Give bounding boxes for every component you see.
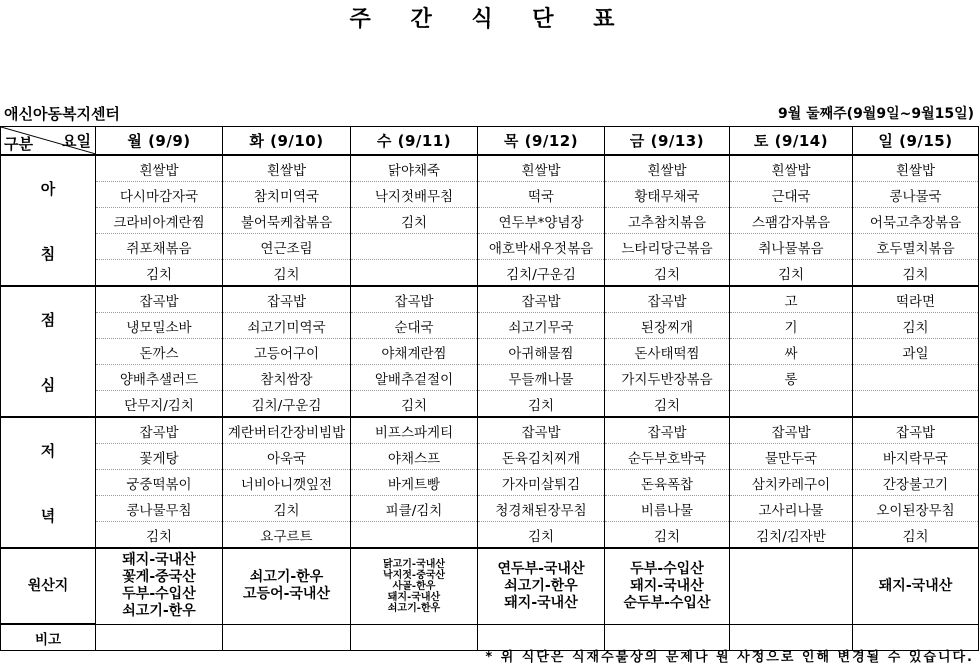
menu-item: 비름나물 <box>605 496 730 522</box>
day-header: 수 (9/11) <box>351 127 478 156</box>
menu-item: 잡곡밥 <box>478 417 605 444</box>
menu-item: 김치/김자반 <box>730 522 853 549</box>
meal-row <box>1 417 979 444</box>
origin-line: 낙지젓-중국산 <box>382 569 446 581</box>
meal-row <box>1 470 979 496</box>
menu-item: 떡라면 <box>853 286 979 313</box>
origin-cell <box>223 548 351 624</box>
menu-item: 가지두반장볶음 <box>605 365 730 391</box>
meal-label <box>1 155 96 286</box>
menu-item: 돈육폭찹 <box>605 470 730 496</box>
header-row <box>1 127 979 156</box>
meal-row <box>1 365 979 391</box>
menu-item: 흰쌀밥 <box>853 155 979 182</box>
origin-line: 닭고기-국내산 <box>382 558 446 570</box>
menu-item: 취나물볶음 <box>730 234 853 260</box>
menu-item: 잡곡밥 <box>605 286 730 313</box>
origin-line: 두부-수입산 <box>122 586 196 603</box>
menu-item: 쥐포채볶음 <box>96 234 223 260</box>
menu-item: 계란버터간장비빔밥 <box>223 417 351 444</box>
footer-note: * 위 식단은 식재수불상의 문제나 원 사정으로 인해 변경될 수 있습니다. <box>485 650 974 665</box>
meal-row <box>1 313 979 339</box>
menu-item: 비프스파게티 <box>351 417 478 444</box>
menu-item: 돈까스 <box>96 339 223 365</box>
origin-line: 사골-한우 <box>392 580 436 592</box>
menu-item <box>351 522 478 549</box>
menu-item: 떡국 <box>478 182 605 208</box>
meal-row <box>1 155 979 182</box>
origin-line: 돼지-국내산 <box>504 594 578 611</box>
menu-item: 흰쌀밥 <box>730 155 853 182</box>
origin-line: 돼지-국내산 <box>630 577 704 594</box>
menu-item: 돈사태떡찜 <box>605 339 730 365</box>
meal-label-char: 저 <box>40 441 56 460</box>
menu-item: 다시마감자국 <box>96 182 223 208</box>
meal-row <box>1 234 979 260</box>
origin-cell <box>853 548 979 624</box>
menu-item: 크라비아계란찜 <box>96 208 223 234</box>
meal-row <box>1 391 979 418</box>
day-header: 금 (9/13) <box>605 127 730 156</box>
meal-row <box>1 208 979 234</box>
menu-item: 궁중떡볶이 <box>96 470 223 496</box>
meal-row <box>1 339 979 365</box>
origin-line: 돼지-국내산 <box>387 591 441 603</box>
menu-item: 잡곡밥 <box>730 417 853 444</box>
menu-item: 김치 <box>605 391 730 418</box>
day-header: 토 (9/14) <box>730 127 853 156</box>
origin-line: 연두부-국내산 <box>497 560 585 577</box>
menu-item: 청경채된장무침 <box>478 496 605 522</box>
meal-row <box>1 182 979 208</box>
menu-item: 야채계란찜 <box>351 339 478 365</box>
meal-label <box>1 417 96 548</box>
menu-item: 고사리나물 <box>730 496 853 522</box>
origin-cell <box>478 548 605 624</box>
menu-item: 잡곡밥 <box>605 417 730 444</box>
menu-item: 순대국 <box>351 313 478 339</box>
menu-item: 황태무채국 <box>605 182 730 208</box>
meal-label-char: 점 <box>40 310 56 329</box>
menu-item: 물만두국 <box>730 444 853 470</box>
note-cell <box>351 624 478 651</box>
menu-item: 잡곡밥 <box>96 417 223 444</box>
origin-cell <box>730 548 853 624</box>
menu-item: 김치/구운김 <box>478 260 605 287</box>
origin-line: 돼지-국내산 <box>122 552 196 569</box>
menu-item: 냉모밀소바 <box>96 313 223 339</box>
origin-cell <box>605 548 730 624</box>
meal-label-char: 녁 <box>40 506 56 525</box>
meal-row <box>1 496 979 522</box>
menu-item: 롱 <box>730 365 853 391</box>
week-range: 9월 둘째주(9월9일~9월15일) <box>777 106 974 122</box>
menu-item: 호두멸치볶음 <box>853 234 979 260</box>
menu-item: 김치 <box>605 522 730 549</box>
origin-line: 쇠고기-한우 <box>249 569 324 586</box>
menu-item: 바게트빵 <box>351 470 478 496</box>
menu-item: 흰쌀밥 <box>96 155 223 182</box>
menu-item: 잡곡밥 <box>478 286 605 313</box>
menu-item: 콩나물국 <box>853 182 979 208</box>
menu-item: 참치쌈장 <box>223 365 351 391</box>
menu-item: 잡곡밥 <box>351 286 478 313</box>
menu-item: 김치 <box>605 260 730 287</box>
day-header: 월 (9/9) <box>96 127 223 156</box>
menu-item <box>351 260 478 287</box>
menu-item: 불어묵케찹볶음 <box>223 208 351 234</box>
origin-cell <box>351 548 478 624</box>
menu-item: 쇠고기무국 <box>478 313 605 339</box>
origin-label: 원산지 <box>1 548 96 624</box>
page-title: 주 간 식 단 표 <box>349 7 631 32</box>
meal-label-char: 심 <box>40 375 56 394</box>
meal-label-char: 아 <box>40 179 56 198</box>
menu-item: 연두부*양념장 <box>478 208 605 234</box>
menu-item: 닭야채죽 <box>351 155 478 182</box>
menu-item: 흰쌀밥 <box>478 155 605 182</box>
menu-item: 아욱국 <box>223 444 351 470</box>
menu-item: 콩나물무침 <box>96 496 223 522</box>
corner-cell <box>1 127 96 156</box>
menu-item: 알배추겉절이 <box>351 365 478 391</box>
origin-line: 쇠고기-한우 <box>122 603 196 620</box>
menu-item: 김치 <box>96 522 223 549</box>
menu-item: 과일 <box>853 339 979 365</box>
menu-item: 야채스프 <box>351 444 478 470</box>
corner-left-label: 구분 <box>4 135 33 153</box>
menu-item: 고추참치볶음 <box>605 208 730 234</box>
meal-row <box>1 260 979 287</box>
menu-item: 기 <box>730 313 853 339</box>
menu-item: 쇠고기미역국 <box>223 313 351 339</box>
menu-item: 스팸감자볶음 <box>730 208 853 234</box>
origin-line: 쇠고기-한우 <box>387 602 441 614</box>
menu-item <box>853 365 979 391</box>
menu-item: 가자미살튀김 <box>478 470 605 496</box>
menu-item: 김치 <box>853 313 979 339</box>
meal-row <box>1 444 979 470</box>
menu-item: 단무지/김치 <box>96 391 223 418</box>
note-label: 비고 <box>1 624 96 651</box>
menu-item: 고 <box>730 286 853 313</box>
menu-item: 낙지젓배무침 <box>351 182 478 208</box>
origin-line: 돼지-국내산 <box>878 577 953 594</box>
origin-line: 순두부-수입산 <box>623 594 711 611</box>
day-header: 일 (9/15) <box>853 127 979 156</box>
corner-right-label: 요일 <box>62 132 91 150</box>
menu-item: 피클/김치 <box>351 496 478 522</box>
menu-item: 김치 <box>223 496 351 522</box>
menu-item: 애호박새우젓볶음 <box>478 234 605 260</box>
meal-row <box>1 522 979 549</box>
origin-line: 두부-수입산 <box>630 560 704 577</box>
day-header: 화 (9/10) <box>223 127 351 156</box>
menu-item: 된장찌개 <box>605 313 730 339</box>
menu-item: 양배추샐러드 <box>96 365 223 391</box>
menu-table <box>0 126 979 651</box>
note-cell <box>96 624 223 651</box>
menu-item: 김치 <box>478 391 605 418</box>
menu-item: 무들깨나물 <box>478 365 605 391</box>
note-cell <box>223 624 351 651</box>
menu-item: 김치 <box>223 260 351 287</box>
menu-item: 꽃게탕 <box>96 444 223 470</box>
menu-item: 김치 <box>853 260 979 287</box>
menu-item: 김치 <box>730 260 853 287</box>
center-name: 애신아동복지센터 <box>4 105 120 123</box>
menu-item: 요구르트 <box>223 522 351 549</box>
menu-item: 어묵고추장볶음 <box>853 208 979 234</box>
menu-item: 오이된장무침 <box>853 496 979 522</box>
origin-line: 꽃게-중국산 <box>122 569 196 586</box>
menu-item: 김치 <box>351 208 478 234</box>
menu-item: 참치미역국 <box>223 182 351 208</box>
menu-item: 근대국 <box>730 182 853 208</box>
menu-item: 흰쌀밥 <box>605 155 730 182</box>
meal-row <box>1 286 979 313</box>
menu-item <box>351 234 478 260</box>
menu-item: 김치 <box>96 260 223 287</box>
menu-item: 김치/구운김 <box>223 391 351 418</box>
origin-row <box>1 548 979 624</box>
menu-item: 너비아니깻잎전 <box>223 470 351 496</box>
menu-item <box>730 391 853 418</box>
day-header: 목 (9/12) <box>478 127 605 156</box>
menu-item: 돈육김치찌개 <box>478 444 605 470</box>
menu-item: 싸 <box>730 339 853 365</box>
menu-item: 연근조림 <box>223 234 351 260</box>
menu-item: 삼치카레구이 <box>730 470 853 496</box>
menu-item: 김치 <box>853 522 979 549</box>
menu-item: 흰쌀밥 <box>223 155 351 182</box>
menu-item: 바지락무국 <box>853 444 979 470</box>
meal-label <box>1 286 96 417</box>
menu-item: 김치 <box>351 391 478 418</box>
origin-cell <box>96 548 223 624</box>
menu-item: 느타리당근볶음 <box>605 234 730 260</box>
menu-item: 간장불고기 <box>853 470 979 496</box>
menu-item: 김치 <box>478 522 605 549</box>
meal-label-char: 침 <box>40 244 56 263</box>
menu-item: 아귀해물찜 <box>478 339 605 365</box>
menu-item <box>853 391 979 418</box>
origin-line: 고등어-국내산 <box>243 586 330 603</box>
menu-item: 잡곡밥 <box>223 286 351 313</box>
menu-item: 잡곡밥 <box>853 417 979 444</box>
origin-line: 쇠고기-한우 <box>504 577 578 594</box>
menu-item: 순두부호박국 <box>605 444 730 470</box>
menu-item: 고등어구이 <box>223 339 351 365</box>
menu-item: 잡곡밥 <box>96 286 223 313</box>
